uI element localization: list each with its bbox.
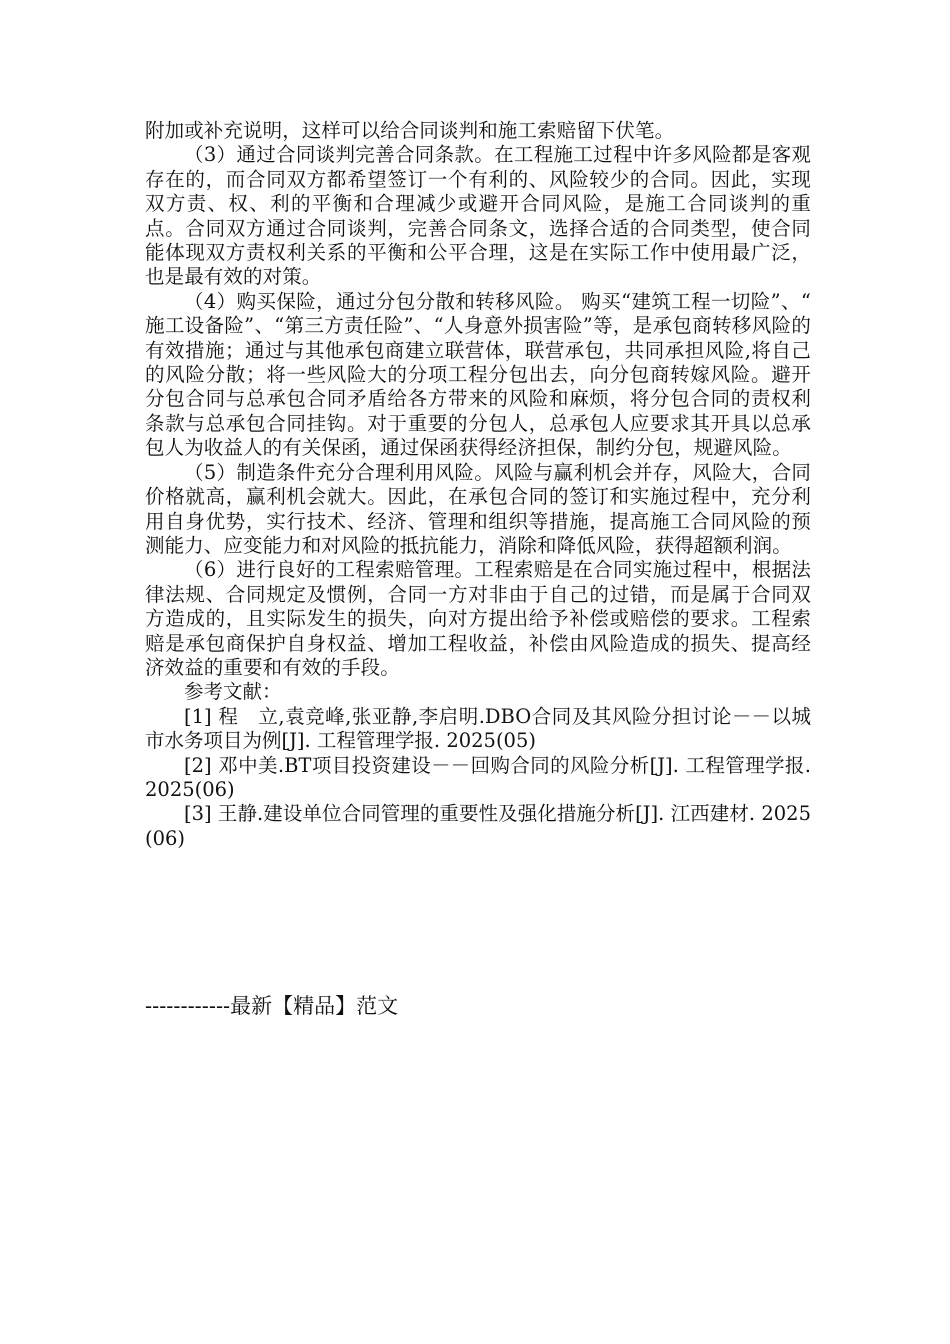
paragraph-contract-negotiation: （3）通过合同谈判完善合同条款。在工程施工过程中许多风险都是客观存在的，而合同双方都希望签订一个有利的、风险较少的合同。因此，实现双方责、权、利的平衡和合理减少或避开合同风险，是施工合同谈判的重点。合同双方通过合同谈判，完善合同条文，选择合适的合同类型，使合同能体现双方责权利关系的平衡和公平合理，这是在实际工作中使用最广泛，也是最有效的对策。 (145, 143, 811, 289)
paragraph-utilize-risk: （5）制造条件充分合理利用风险。风险与赢利机会并存，风险大，合同价格就高，赢利机会就大。因此，在承包合同的签订和实施过程中，充分利用自身优势，实行技术、经济、管理和组织等措施，提高施工合同风险的预测能力、应变能力和对风险的抵抗能力，消除和降低风险，获得超额利润。 (145, 460, 811, 557)
paragraph-claims-management: （6）进行良好的工程索赔管理。工程索赔是在合同实施过程中，根据法律法规、合同规定及惯例，合同一方对非由于自己的过错，而是属于合同双方造成的，且实际发生的损失，向对方提出给予补偿或赔偿的要求。工程索赔是承包商保护自身权益、增加工程收益，补偿由风险造成的损失、提高经济效益的重要和有效的手段。 (145, 558, 811, 679)
document-body (145, 119, 811, 851)
paragraph-insurance-subcontract: （4）购买保险，通过分包分散和转移风险。 购买“建筑工程一切险”、“ 施工设备险”、“第三方责任险”、“人身意外损害险”等，是承包商转移风险的有效措施；通过与其他承包商建立联营体，联营承包，共同承担风险,将自己的风险分散；将一些风险大的分项工程分包出去，向分包商转嫁风险。避开分包合同与总承包合同矛盾给各方带来的风险和麻烦，将分包合同的责权利条款与总承包合同挂钩。对于重要的分包人，总承包人应要求其开具以总承包人为收益人的有关保函，通过保函获得经济担保，制约分包，规避风险。 (145, 289, 811, 460)
reference-item-3: [3] 王静.建设单位合同管理的重要性及强化措施分析[J]. 江西建材. 2025(06) (145, 802, 811, 850)
reference-item-2: [2] 邓中美.BT项目投资建设－－回购合同的风险分析[J]. 工程管理学报. 2025(06) (145, 753, 811, 801)
footer-tagline: ------------最新【精品】范文 (145, 994, 399, 1018)
paragraph-continuation: 附加或补充说明，这样可以给合同谈判和施工索赔留下伏笔。 (145, 119, 675, 142)
references-heading: 参考文献： (184, 680, 282, 704)
reference-item-1: [1] 程 立,袁竞峰,张亚静,李启明.DBO合同及其风险分担讨论－－以城市水务项目为例[J]. 工程管理学报. 2025(05) (145, 704, 811, 753)
